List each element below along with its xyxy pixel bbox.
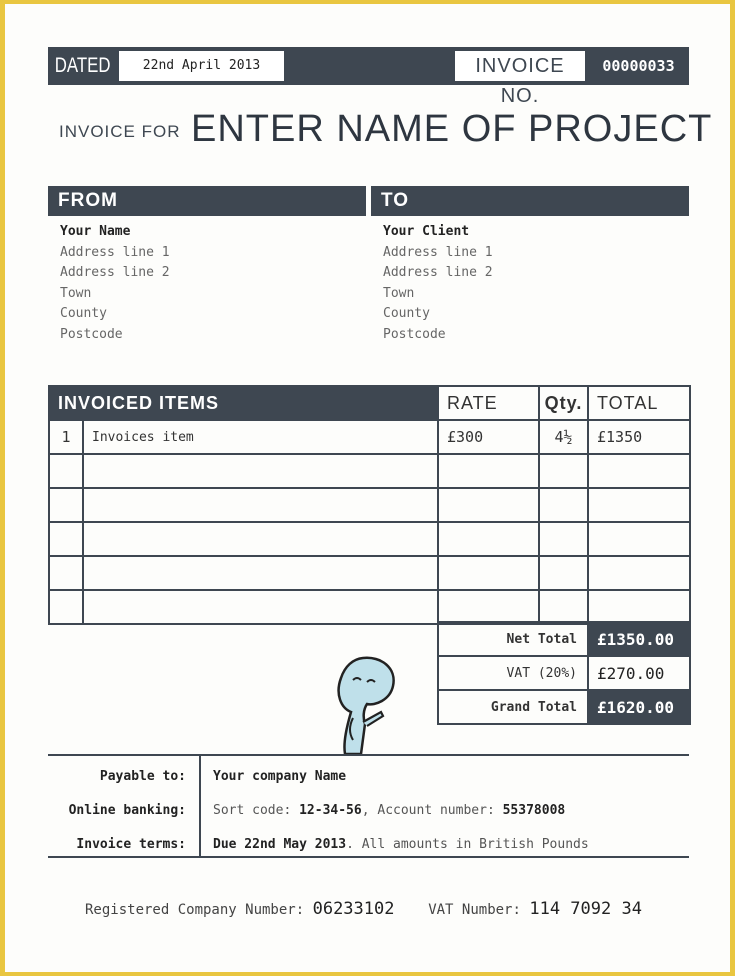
from-name: Your Name [60, 224, 131, 239]
invoice-no-label: INVOICE NO. [455, 51, 585, 81]
invoice-number[interactable]: 00000033 [602, 57, 675, 75]
item-qty[interactable]: 4½ [539, 420, 588, 454]
account-number-label: , Account number: [361, 803, 503, 818]
terms-text: . All amounts in British Pounds [346, 837, 589, 852]
to-name: Your Client [383, 224, 470, 239]
payment-section [48, 754, 689, 858]
invoice-page [5, 4, 730, 972]
item-qty[interactable] [539, 454, 588, 488]
item-qty[interactable] [539, 590, 588, 624]
invoiced-items-header: INVOICED ITEMS [49, 386, 438, 420]
to-postcode: Postcode [383, 326, 446, 342]
invoice-terms-value [213, 837, 589, 852]
qty-header: Qty. [539, 386, 588, 420]
item-number[interactable] [49, 590, 83, 624]
net-total-value: £1350.00 [588, 622, 690, 656]
registered-company-label: Registered Company Number: [85, 902, 305, 918]
header-bar [48, 47, 689, 107]
to-address [383, 222, 493, 346]
from-address-line: Address line 1 [60, 244, 170, 260]
project-name[interactable]: ENTER NAME OF PROJECT [191, 108, 713, 150]
item-qty[interactable] [539, 556, 588, 590]
totals-table [437, 621, 691, 725]
from-heading: FROM [48, 186, 366, 216]
sort-code-label: Sort code: [213, 803, 300, 818]
online-banking-value [213, 803, 565, 818]
due-date: Due 22nd May 2013 [213, 837, 347, 852]
item-number[interactable]: 1 [49, 420, 83, 454]
item-total[interactable] [588, 556, 690, 590]
item-total[interactable] [588, 522, 690, 556]
vat-number: 114 7092 34 [529, 899, 642, 919]
item-rate[interactable] [438, 556, 539, 590]
item-total[interactable]: £1350 [588, 420, 690, 454]
net-total-label: Net Total [438, 622, 588, 656]
total-header: TOTAL [588, 386, 690, 420]
item-description[interactable] [83, 522, 438, 556]
item-description[interactable] [83, 454, 438, 488]
table-row [49, 454, 690, 488]
table-row [49, 420, 690, 454]
item-rate[interactable] [438, 590, 539, 624]
payable-to-label: Payable to: [99, 769, 186, 784]
item-total[interactable] [588, 454, 690, 488]
item-rate[interactable] [438, 454, 539, 488]
items-header-row [49, 386, 690, 420]
invoice-for-label: INVOICE FOR [59, 122, 181, 141]
table-row [49, 556, 690, 590]
online-banking-label: Online banking: [68, 803, 186, 818]
item-description[interactable] [83, 488, 438, 522]
vat-value: £270.00 [588, 656, 690, 690]
dated-label: DATED [54, 54, 111, 77]
table-row [49, 522, 690, 556]
item-description[interactable] [83, 556, 438, 590]
cartoon-character-icon [323, 654, 403, 756]
vat-number-label: VAT Number: [428, 902, 521, 918]
item-number[interactable] [49, 454, 83, 488]
registered-company-number: 06233102 [312, 899, 395, 919]
item-rate[interactable] [438, 522, 539, 556]
table-row [49, 488, 690, 522]
item-qty[interactable] [539, 488, 588, 522]
item-rate[interactable]: £300 [438, 420, 539, 454]
account-number: 55378008 [502, 803, 566, 818]
from-town: Town [60, 285, 92, 301]
payment-divider [199, 756, 201, 856]
grand-total-row [438, 690, 690, 724]
from-county: County [60, 306, 107, 322]
rate-header: RATE [438, 386, 539, 420]
item-rate[interactable] [438, 488, 539, 522]
item-total[interactable] [588, 590, 690, 624]
to-county: County [383, 306, 430, 322]
from-address [60, 222, 170, 346]
payable-to-value: Your company Name [213, 769, 347, 784]
table-row [49, 590, 690, 624]
from-address-line: Address line 2 [60, 265, 170, 281]
item-number[interactable] [49, 556, 83, 590]
invoice-terms-label: Invoice terms: [76, 837, 186, 852]
to-town: Town [383, 285, 415, 301]
to-heading: TO [371, 186, 689, 216]
item-description[interactable] [83, 590, 438, 624]
grand-total-value: £1620.00 [588, 690, 690, 724]
invoice-date[interactable]: 22nd April 2013 [119, 51, 284, 81]
item-total[interactable] [588, 488, 690, 522]
item-qty[interactable] [539, 522, 588, 556]
to-address-line: Address line 2 [383, 265, 493, 281]
item-number[interactable] [49, 522, 83, 556]
to-address-line: Address line 1 [383, 244, 493, 260]
from-postcode: Postcode [60, 326, 123, 342]
item-number[interactable] [49, 488, 83, 522]
sort-code: 12-34-56 [299, 803, 362, 818]
vat-label: VAT (20%) [438, 656, 588, 690]
grand-total-label: Grand Total [438, 690, 588, 724]
item-description[interactable]: Invoices item [83, 420, 438, 454]
items-table [48, 385, 691, 625]
vat-row [438, 656, 690, 690]
footer [85, 899, 642, 919]
net-total-row [438, 622, 690, 656]
